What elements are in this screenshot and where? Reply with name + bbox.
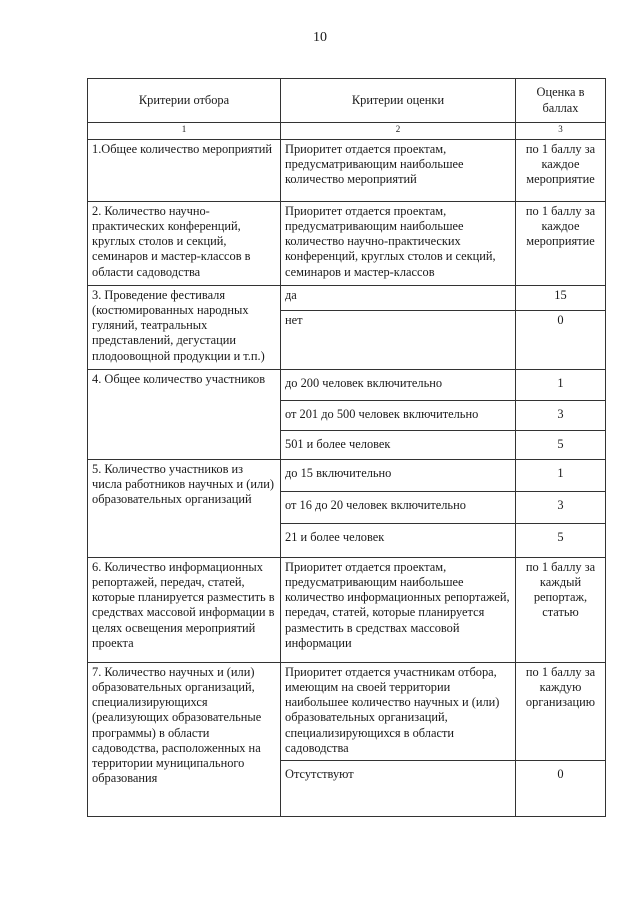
score-cell: 0: [516, 311, 606, 370]
criterion-cell: 7. Количество научных и (или) образовательных организаций, специализирующихся (реализующих образовательные программы) в области садоводства, расположенных на территории муниципального образования: [88, 663, 281, 817]
score-cell: 5: [516, 431, 606, 460]
score-cell: по 1 баллу за каждое мероприятие: [516, 202, 606, 286]
criterion-cell: 3. Проведение фестиваля (костюмированных народных гуляний, театральных представлений, дегустации плодоовощной продукции и т.п.): [88, 286, 281, 370]
evaluation-cell: от 201 до 500 человек включительно: [281, 401, 516, 431]
evaluation-cell: 501 и более человек: [281, 431, 516, 460]
evaluation-cell: до 15 включительно: [281, 460, 516, 492]
header-selection-criteria: Критерии отбора: [88, 79, 281, 123]
table-row: [88, 558, 606, 663]
evaluation-cell: нет: [281, 311, 516, 370]
score-cell: 1: [516, 460, 606, 492]
column-number: 1: [88, 123, 281, 140]
evaluation-cell: до 200 человек включительно: [281, 370, 516, 401]
table-row: [88, 202, 606, 286]
column-number: 3: [516, 123, 606, 140]
evaluation-cell: 21 и более человек: [281, 524, 516, 558]
header-row: [88, 79, 606, 123]
criterion-cell: 6. Количество информационных репортажей, передач, статей, которые планируется разместить в средствах массовой информации в целях освещения мероприятий проекта: [88, 558, 281, 663]
criterion-cell: 2. Количество научно-практических конференций, круглых столов и секций, семинаров и мастер-классов в области садоводства: [88, 202, 281, 286]
criteria-table: [87, 78, 606, 817]
score-cell: 3: [516, 401, 606, 431]
score-cell: по 1 баллу за каждый репортаж, статью: [516, 558, 606, 663]
evaluation-cell: Приоритет отдается проектам, предусматривающим наибольшее количество мероприятий: [281, 140, 516, 202]
column-number-row: [88, 123, 606, 140]
evaluation-cell: Приоритет отдается проектам, предусматривающим наибольшее количество научно-практических конференций, круглых столов и секций, семинаров и мастер-классов: [281, 202, 516, 286]
evaluation-cell: да: [281, 286, 516, 311]
evaluation-cell: Приоритет отдается участникам отбора, имеющим на своей территории наибольшее количество научных и (или) образовательных организаций, специализирующихся в области садоводства: [281, 663, 516, 761]
score-cell: по 1 баллу за каждую организацию: [516, 663, 606, 761]
score-cell: 0: [516, 761, 606, 817]
page-number: 10: [313, 30, 327, 45]
evaluation-cell: Отсутствуют: [281, 761, 516, 817]
score-cell: 5: [516, 524, 606, 558]
criterion-cell: 1.Общее количество мероприятий: [88, 140, 281, 202]
table-row: [88, 140, 606, 202]
table-row: [88, 286, 606, 311]
score-cell: по 1 баллу за каждое мероприятие: [516, 140, 606, 202]
criterion-cell: 5. Количество участников из числа работников научных и (или) образовательных организаций: [88, 460, 281, 558]
header-evaluation-criteria: Критерии оценки: [281, 79, 516, 123]
score-cell: 15: [516, 286, 606, 311]
column-number: 2: [281, 123, 516, 140]
table-row: [88, 460, 606, 492]
score-cell: 3: [516, 492, 606, 524]
table-row: [88, 370, 606, 401]
table-row: [88, 663, 606, 761]
score-cell: 1: [516, 370, 606, 401]
evaluation-cell: от 16 до 20 человек включительно: [281, 492, 516, 524]
header-score: Оценка в баллах: [516, 79, 606, 123]
evaluation-cell: Приоритет отдается проектам, предусматривающим наибольшее количество информационных репортажей, передач, статей, которые планируется разместить в средствах массовой информации: [281, 558, 516, 663]
criterion-cell: 4. Общее количество участников: [88, 370, 281, 460]
